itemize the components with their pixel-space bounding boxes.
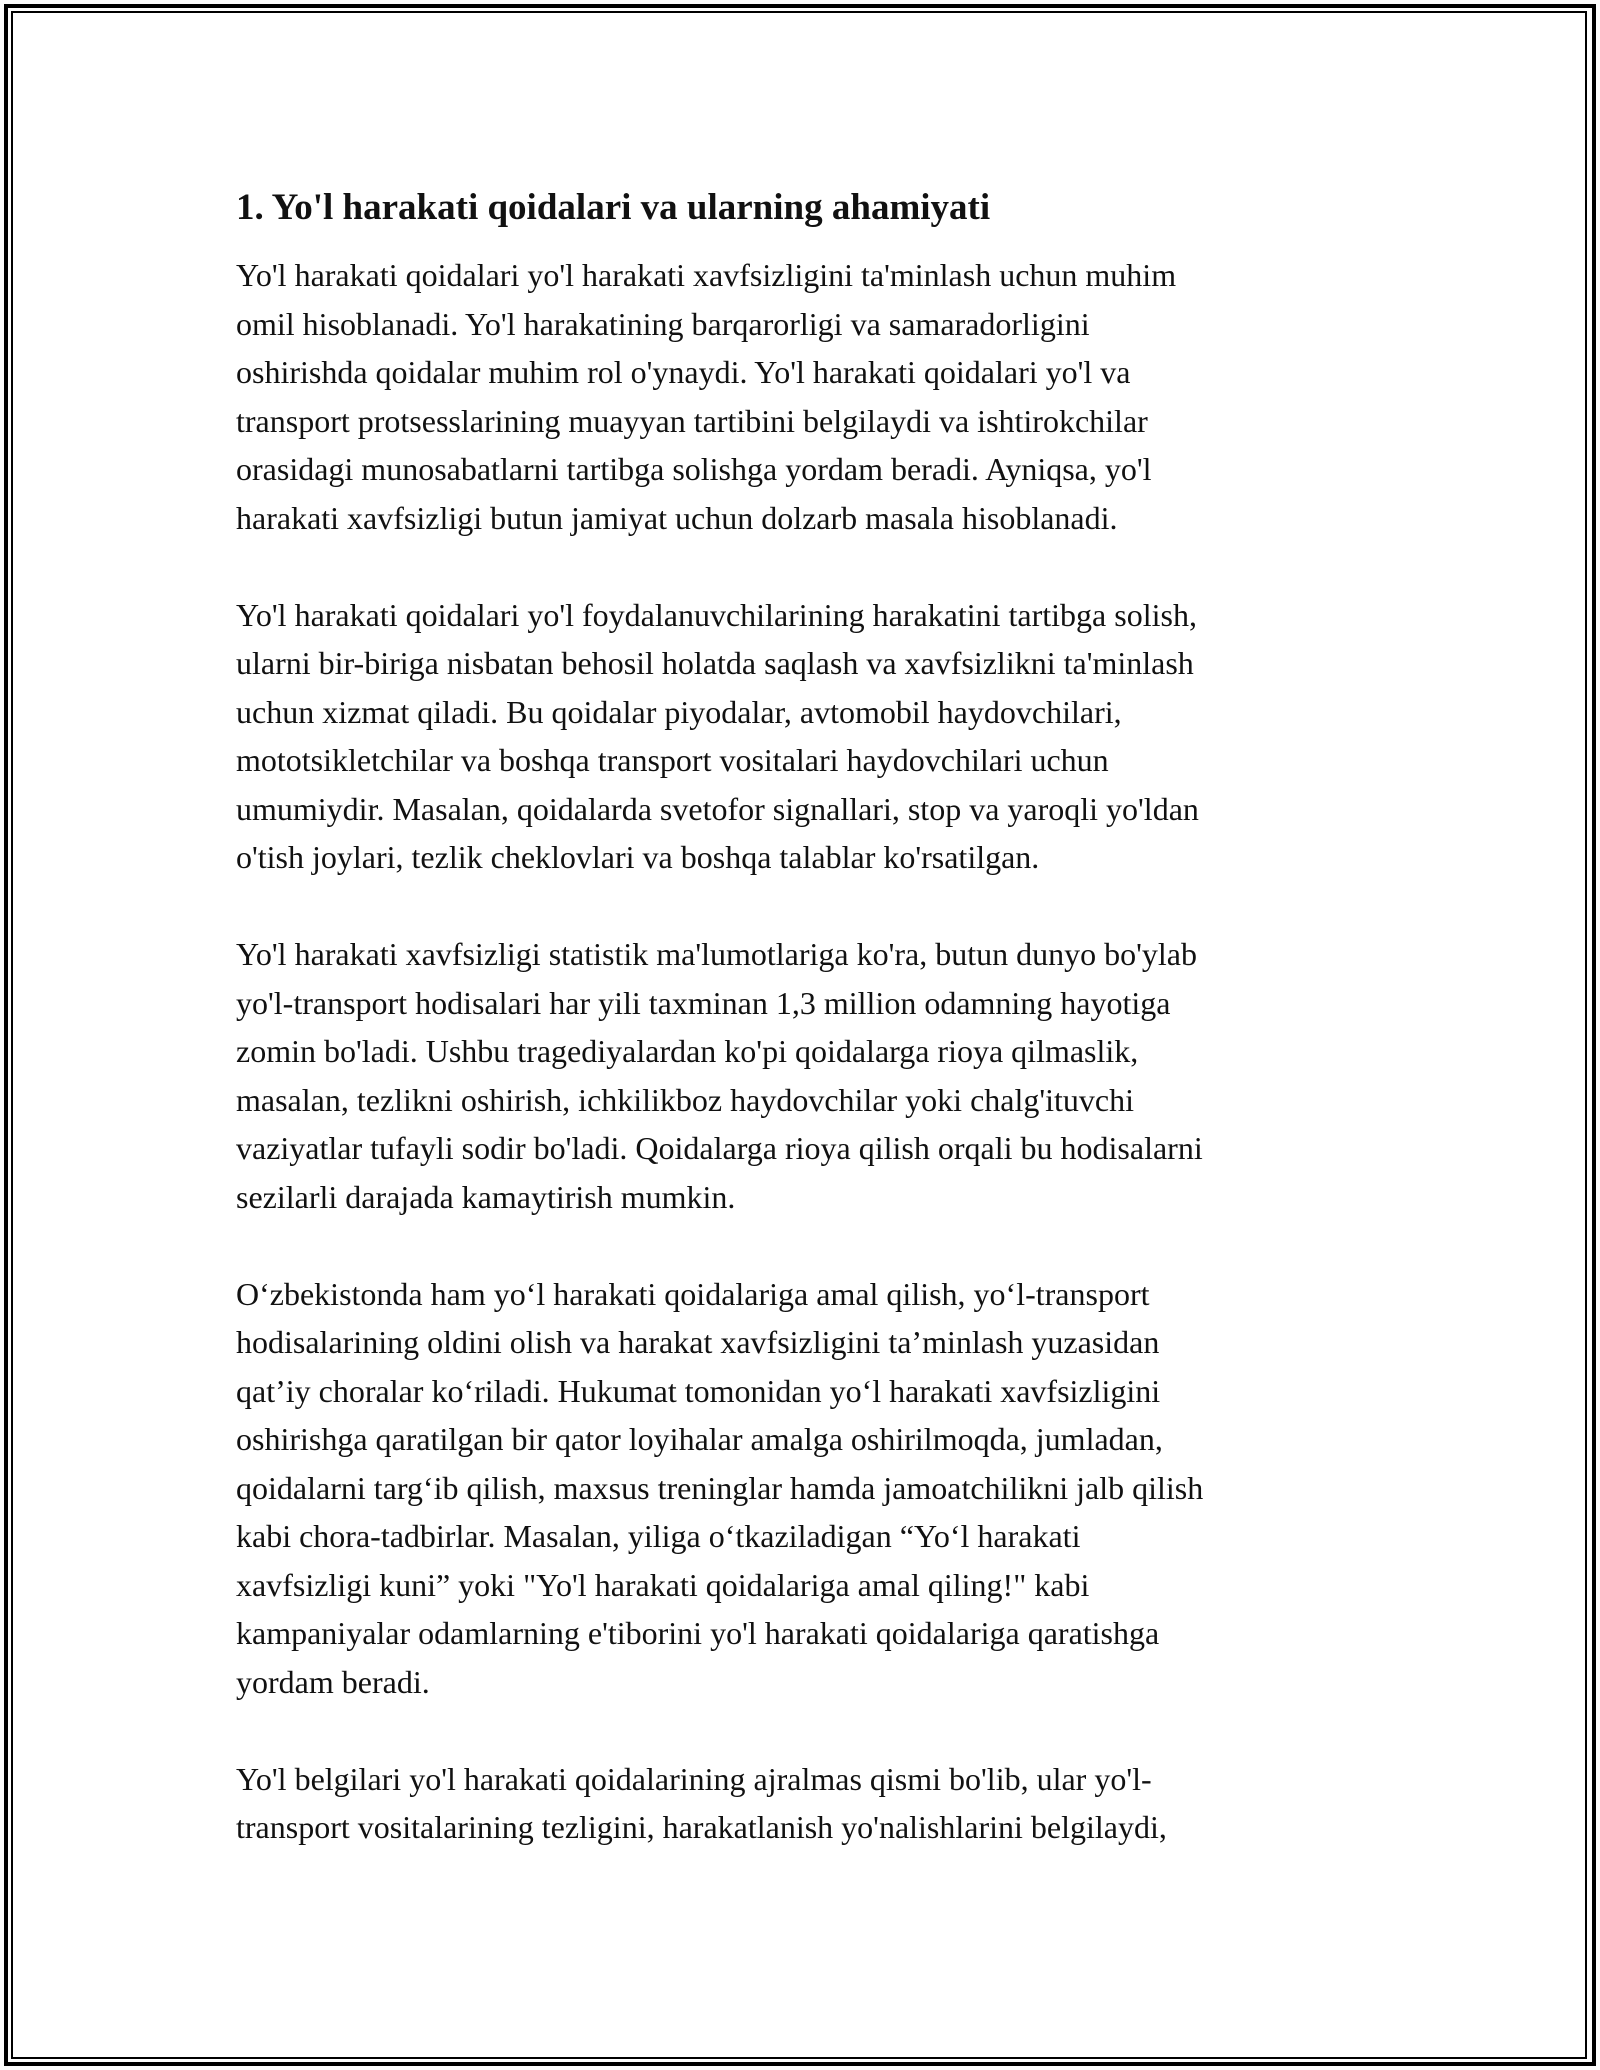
section-title: 1. Yo'l harakati qoidalari va ularning ahamiyati bbox=[236, 187, 991, 228]
paragraph-line: mototsikletchilar va boshqa transport vositalari haydovchilari uchun bbox=[236, 742, 1109, 779]
paragraph-line: Yo'l harakati qoidalari yo'l foydalanuvchilarining harakatini tartibga solish, bbox=[236, 596, 1197, 633]
paragraph-line: omil hisoblanadi. Yo'l harakatining barqarorligi va samaradorligini bbox=[236, 305, 1090, 342]
document-body bbox=[236, 186, 1356, 1900]
paragraph-line: qat’iy choralar ko‘riladi. Hukumat tomonidan yo‘l harakati xavfsizligini bbox=[236, 1372, 1161, 1409]
paragraph-line: yordam beradi. bbox=[236, 1663, 430, 1700]
paragraph bbox=[236, 1270, 1356, 1707]
paragraph-line: uchun xizmat qiladi. Bu qoidalar piyodalar, avtomobil haydovchilari, bbox=[236, 693, 1122, 730]
paragraph-line: orasidagi munosabatlarni tartibga solishga yordam beradi. Ayniqsa, yo'l bbox=[236, 451, 1152, 488]
paragraph-line: ularni bir-biriga nisbatan behosil holatda saqlash va xavfsizlikni ta'minlash bbox=[236, 645, 1194, 682]
paragraph-line: masalan, tezlikni oshirish, ichkilikboz haydovchilar yoki chalg'ituvchi bbox=[236, 1081, 1134, 1118]
paragraph bbox=[236, 251, 1356, 542]
paragraph bbox=[236, 930, 1356, 1221]
paragraph-line: Yo'l harakati xavfsizligi statistik ma'lumotlariga ko'ra, butun dunyo bo'ylab bbox=[236, 936, 1197, 973]
paragraph-line: yo'l-transport hodisalari har yili taxminan 1,3 million odamning hayotiga bbox=[236, 984, 1171, 1021]
paragraph-line: transport vositalarining tezligini, harakatlanish yo'nalishlarini belgilaydi, bbox=[236, 1809, 1167, 1846]
paragraph-line: harakati xavfsizligi butun jamiyat uchun dolzarb masala hisoblanadi. bbox=[236, 499, 1118, 536]
paragraph-line: vaziyatlar tufayli sodir bo'ladi. Qoidalarga rioya qilish orqali bu hodisalarni bbox=[236, 1130, 1203, 1167]
paragraph-line: hodisalarining oldini olish va harakat xavfsizligini ta’minlash yuzasidan bbox=[236, 1324, 1160, 1361]
paragraph bbox=[236, 591, 1356, 882]
paragraph-line: zomin bo'ladi. Ushbu tragediyalardan ko'pi qoidalarga rioya qilmaslik, bbox=[236, 1033, 1139, 1070]
paragraph-line: Yo'l belgilari yo'l harakati qoidalarining ajralmas qismi bo'lib, ular yo'l- bbox=[236, 1760, 1152, 1797]
paragraph-list bbox=[236, 251, 1356, 1852]
paragraph-line: o'tish joylari, tezlik cheklovlari va boshqa talablar ko'rsatilgan. bbox=[236, 839, 1040, 876]
paragraph-line: xavfsizligi kuni” yoki "Yo'l harakati qoidalariga amal qiling!" kabi bbox=[236, 1566, 1090, 1603]
paragraph-line: oshirishda qoidalar muhim rol o'ynaydi. Yo'l harakati qoidalari yo'l va bbox=[236, 354, 1131, 391]
paragraph-line: umumiydir. Masalan, qoidalarda svetofor signallari, stop va yaroqli yo'ldan bbox=[236, 790, 1199, 827]
paragraph-line: qoidalarni targ‘ib qilish, maxsus treninglar hamda jamoatchilikni jalb qilish bbox=[236, 1469, 1204, 1506]
paragraph-line: Yo'l harakati qoidalari yo'l harakati xavfsizligini ta'minlash uchun muhim bbox=[236, 257, 1177, 294]
paragraph bbox=[236, 1755, 1356, 1852]
paragraph-line: O‘zbekistonda ham yo‘l harakati qoidalariga amal qilish, yo‘l-transport bbox=[236, 1275, 1150, 1312]
paragraph-line: kampaniyalar odamlarning e'tiborini yo'l harakati qoidalariga qaratishga bbox=[236, 1615, 1160, 1652]
paragraph-line: transport protsesslarining muayyan tartibini belgilaydi va ishtirokchilar bbox=[236, 402, 1148, 439]
paragraph-line: kabi chora-tadbirlar. Masalan, yiliga o‘tkaziladigan “Yo‘l harakati bbox=[236, 1518, 1081, 1555]
paragraph-line: sezilarli darajada kamaytirish mumkin. bbox=[236, 1178, 736, 1215]
paragraph-line: oshirishga qaratilgan bir qator loyihalar amalga oshirilmoqda, jumladan, bbox=[236, 1421, 1163, 1458]
